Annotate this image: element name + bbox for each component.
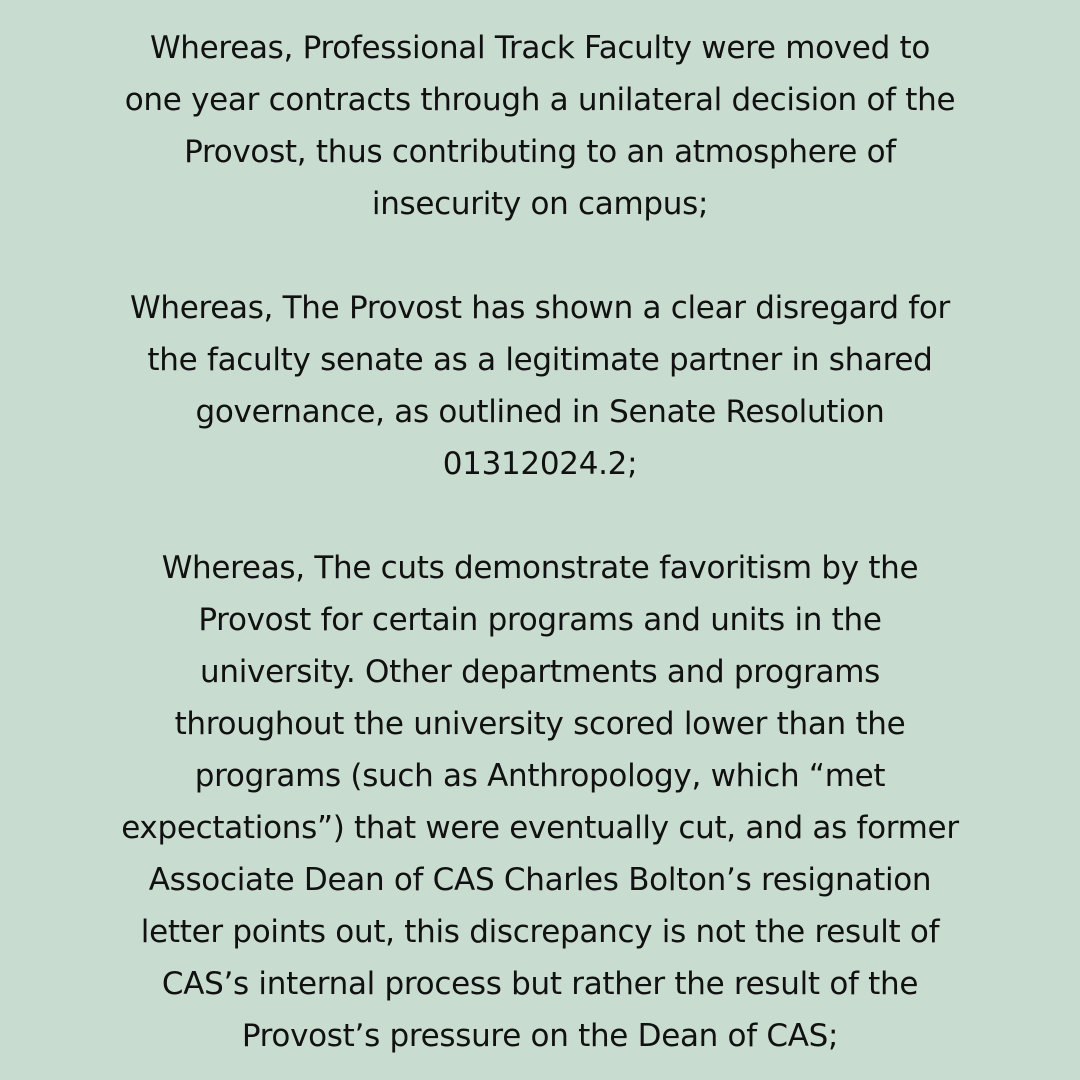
clause-line: Whereas, The cuts demonstrate favoritism by the <box>161 550 919 586</box>
clause-line: Provost for certain programs and units in the <box>198 602 882 638</box>
clause-line: Provost’s pressure on the Dean of CAS; <box>241 1018 839 1054</box>
clause-line: governance, as outlined in Senate Resolution <box>195 394 885 430</box>
clause-line: Provost, thus contributing to an atmosphere of <box>184 134 896 170</box>
clause-line: 01312024.2; <box>442 446 638 482</box>
clause-line: Whereas, The Provost has shown a clear disregard for <box>130 290 950 326</box>
whereas-clause-favoritism <box>30 542 1050 1062</box>
clause-line: programs (such as Anthropology, which “met <box>194 758 886 794</box>
clause-line: Associate Dean of CAS Charles Bolton’s resignation <box>148 862 932 898</box>
clause-line: the faculty senate as a legitimate partner in shared <box>147 342 933 378</box>
whereas-clause-contracts <box>30 22 1050 230</box>
clause-line: letter points out, this discrepancy is not the result of <box>140 914 940 950</box>
clause-line: insecurity on campus; <box>371 186 709 222</box>
clause-line: Whereas, Professional Track Faculty were moved to <box>149 30 931 66</box>
clause-line: CAS’s internal process but rather the result of the <box>161 966 919 1002</box>
clause-line: university. Other departments and programs <box>200 654 880 690</box>
whereas-clause-shared-governance <box>30 282 1050 490</box>
clause-line: one year contracts through a unilateral decision of the <box>124 82 956 118</box>
clause-line: expectations”) that were eventually cut, and as former <box>121 810 959 846</box>
clause-line: throughout the university scored lower than the <box>174 706 906 742</box>
